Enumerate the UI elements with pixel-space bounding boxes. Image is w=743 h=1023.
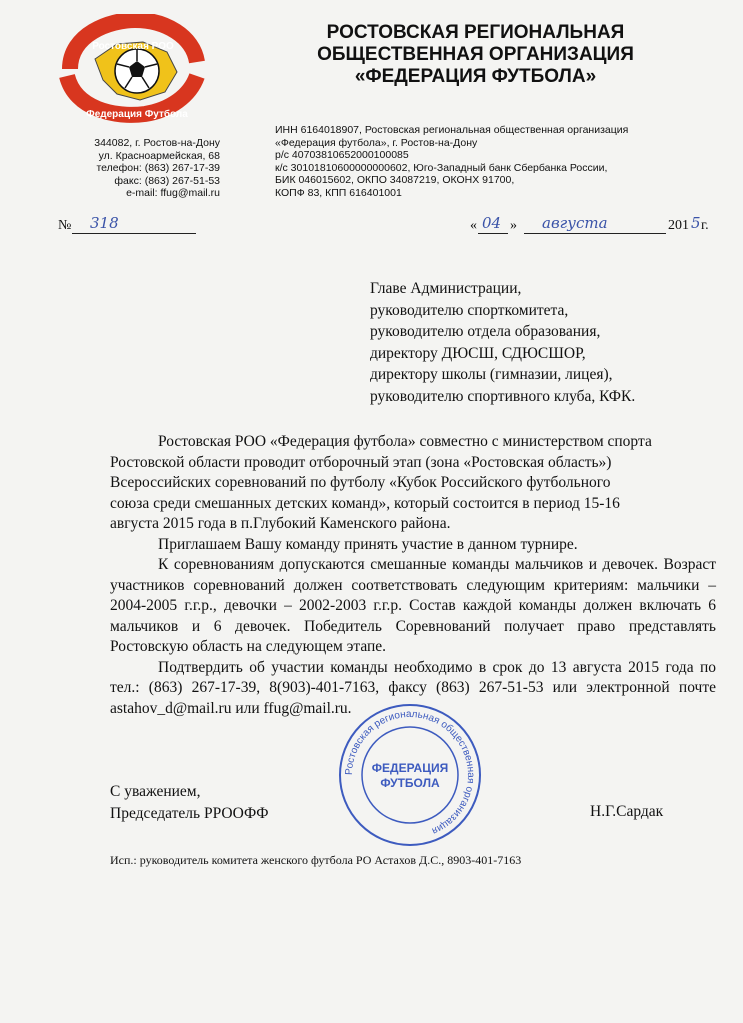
date-open-quote: « xyxy=(470,218,477,233)
document-number-row xyxy=(58,214,718,238)
bank-line: «Федерация футбола», г. Ростов-на-Дону xyxy=(275,136,478,149)
body-paragraph-1-line: Ростовской области проводит отборочный этап (зона «Ростовская область») xyxy=(110,453,612,471)
document-number: 318 xyxy=(90,214,119,232)
bank-details xyxy=(275,124,675,200)
stamp-ring-text: Ростовская региональная общественная организация xyxy=(343,708,477,837)
bank-line: р/с 40703810652000100085 xyxy=(275,149,409,162)
stamp-center-line-1: ФЕДЕРАЦИЯ xyxy=(371,761,449,775)
title-line: РОСТОВСКАЯ РЕГИОНАЛЬНАЯ xyxy=(326,22,625,43)
body-paragraph-1-line: союза среди смешанных детских команд», который состоится в период 15-16 xyxy=(110,494,620,512)
bank-line: к/с 30101810600000000602, Юго-Западный банк Сбербанка России, xyxy=(275,161,608,174)
body-paragraph-1-first-line: Ростовская РОО «Федерация футбола» совместно с министерством спорта xyxy=(158,433,652,450)
stamp-center-line-2: ФУТБОЛА xyxy=(380,776,440,790)
date-close-quote: » xyxy=(510,218,517,233)
letter-body xyxy=(110,432,716,719)
address-line: e-mail: ffug@mail.ru xyxy=(126,187,220,200)
organization-title xyxy=(283,22,668,88)
organization-logo xyxy=(55,14,205,124)
address-line: 344082, г. Ростов-на-Дону xyxy=(94,137,220,149)
recipient-line: Главе Администрации, xyxy=(370,280,522,297)
date-year-prefix: 201 xyxy=(668,218,689,233)
signatory-position: Председатель РРООФФ xyxy=(110,805,269,822)
date-day: 04 xyxy=(482,214,502,232)
address-line: телефон: (863) 267-17-39 xyxy=(96,162,220,175)
body-paragraph-3: К соревнованиям допускаются смешанные команды мальчиков и девочек. Возраст участников соревнований должен соответствовать следующим критериям: мальчики –2004-2005 г.г.р., девочки – 2002-2003 г.г.р. Состав каждой команды должен включать 6 мальчиков и 6 девочек. Победитель Соревнований получает право представлять Ростовскую область на следующем этапе. xyxy=(110,556,716,655)
soccer-ball-logo-icon xyxy=(55,14,205,124)
address-line: ул. Красноармейская, 68 xyxy=(98,149,220,162)
closing-block xyxy=(110,781,268,825)
body-paragraph-1-line: Всероссийских соревнований по футболу «Кубок Российского футбольного xyxy=(110,474,611,491)
recipient-line: директору школы (гимназии, лицея), xyxy=(370,366,613,383)
official-stamp xyxy=(335,700,485,850)
date-year-suffix: 5 xyxy=(691,214,701,232)
body-paragraph-4: Подтвердить об участии команды необходимо в срок до 13 августа 2015 года по тел.: (863) 267-17-39, 8(903)-401-7163, факсу (863) 267-51-53 или электронной почте astahov_d@mail.ru или ffug@mail.ru. xyxy=(110,658,716,717)
stamp-seal-icon xyxy=(335,700,485,850)
title-line: ОБЩЕСТВЕННАЯ ОРГАНИЗАЦИЯ xyxy=(317,44,634,65)
recipients-block xyxy=(370,278,700,407)
recipient-line: директору ДЮСШ, СДЮСШОР, xyxy=(370,344,586,362)
number-label: № xyxy=(58,218,72,233)
logo-top-text: Ростовская РОО xyxy=(92,41,174,52)
title-line: «ФЕДЕРАЦИЯ ФУТБОЛА» xyxy=(354,66,597,87)
address-line: факс: (863) 267-51-53 xyxy=(114,174,220,187)
date-month: августа xyxy=(542,214,608,232)
bank-line: КОПФ 83, КПП 616401001 xyxy=(275,186,402,199)
logo-bottom-text: Федерация Футбола xyxy=(86,109,188,120)
signatory-name: Н.Г.Сардак xyxy=(590,803,664,820)
date-year-end: г. xyxy=(701,218,709,233)
executor-footnote: Исп.: руководитель комитета женского футбола РО Астахов Д.С., 8903-401-7163 xyxy=(110,853,522,867)
address-block xyxy=(50,137,220,200)
recipient-line: руководителю спортивного клуба, КФК. xyxy=(370,387,636,405)
recipient-line: руководителю отдела образования, xyxy=(370,323,601,340)
bank-line: ИНН 6164018907, Ростовская региональная общественная организация xyxy=(275,124,629,136)
regards-text: С уважением, xyxy=(110,783,201,800)
bank-line: БИК 046015602, ОКПО 34087219, ОКОНХ 91700, xyxy=(275,174,515,187)
body-paragraph-2: Приглашаем Вашу команду принять участие в данном турнире. xyxy=(158,535,578,553)
recipient-line: руководителю спорткомитета, xyxy=(370,301,569,319)
body-paragraph-1-line: августа 2015 года в п.Глубокий Каменского района. xyxy=(110,515,451,532)
